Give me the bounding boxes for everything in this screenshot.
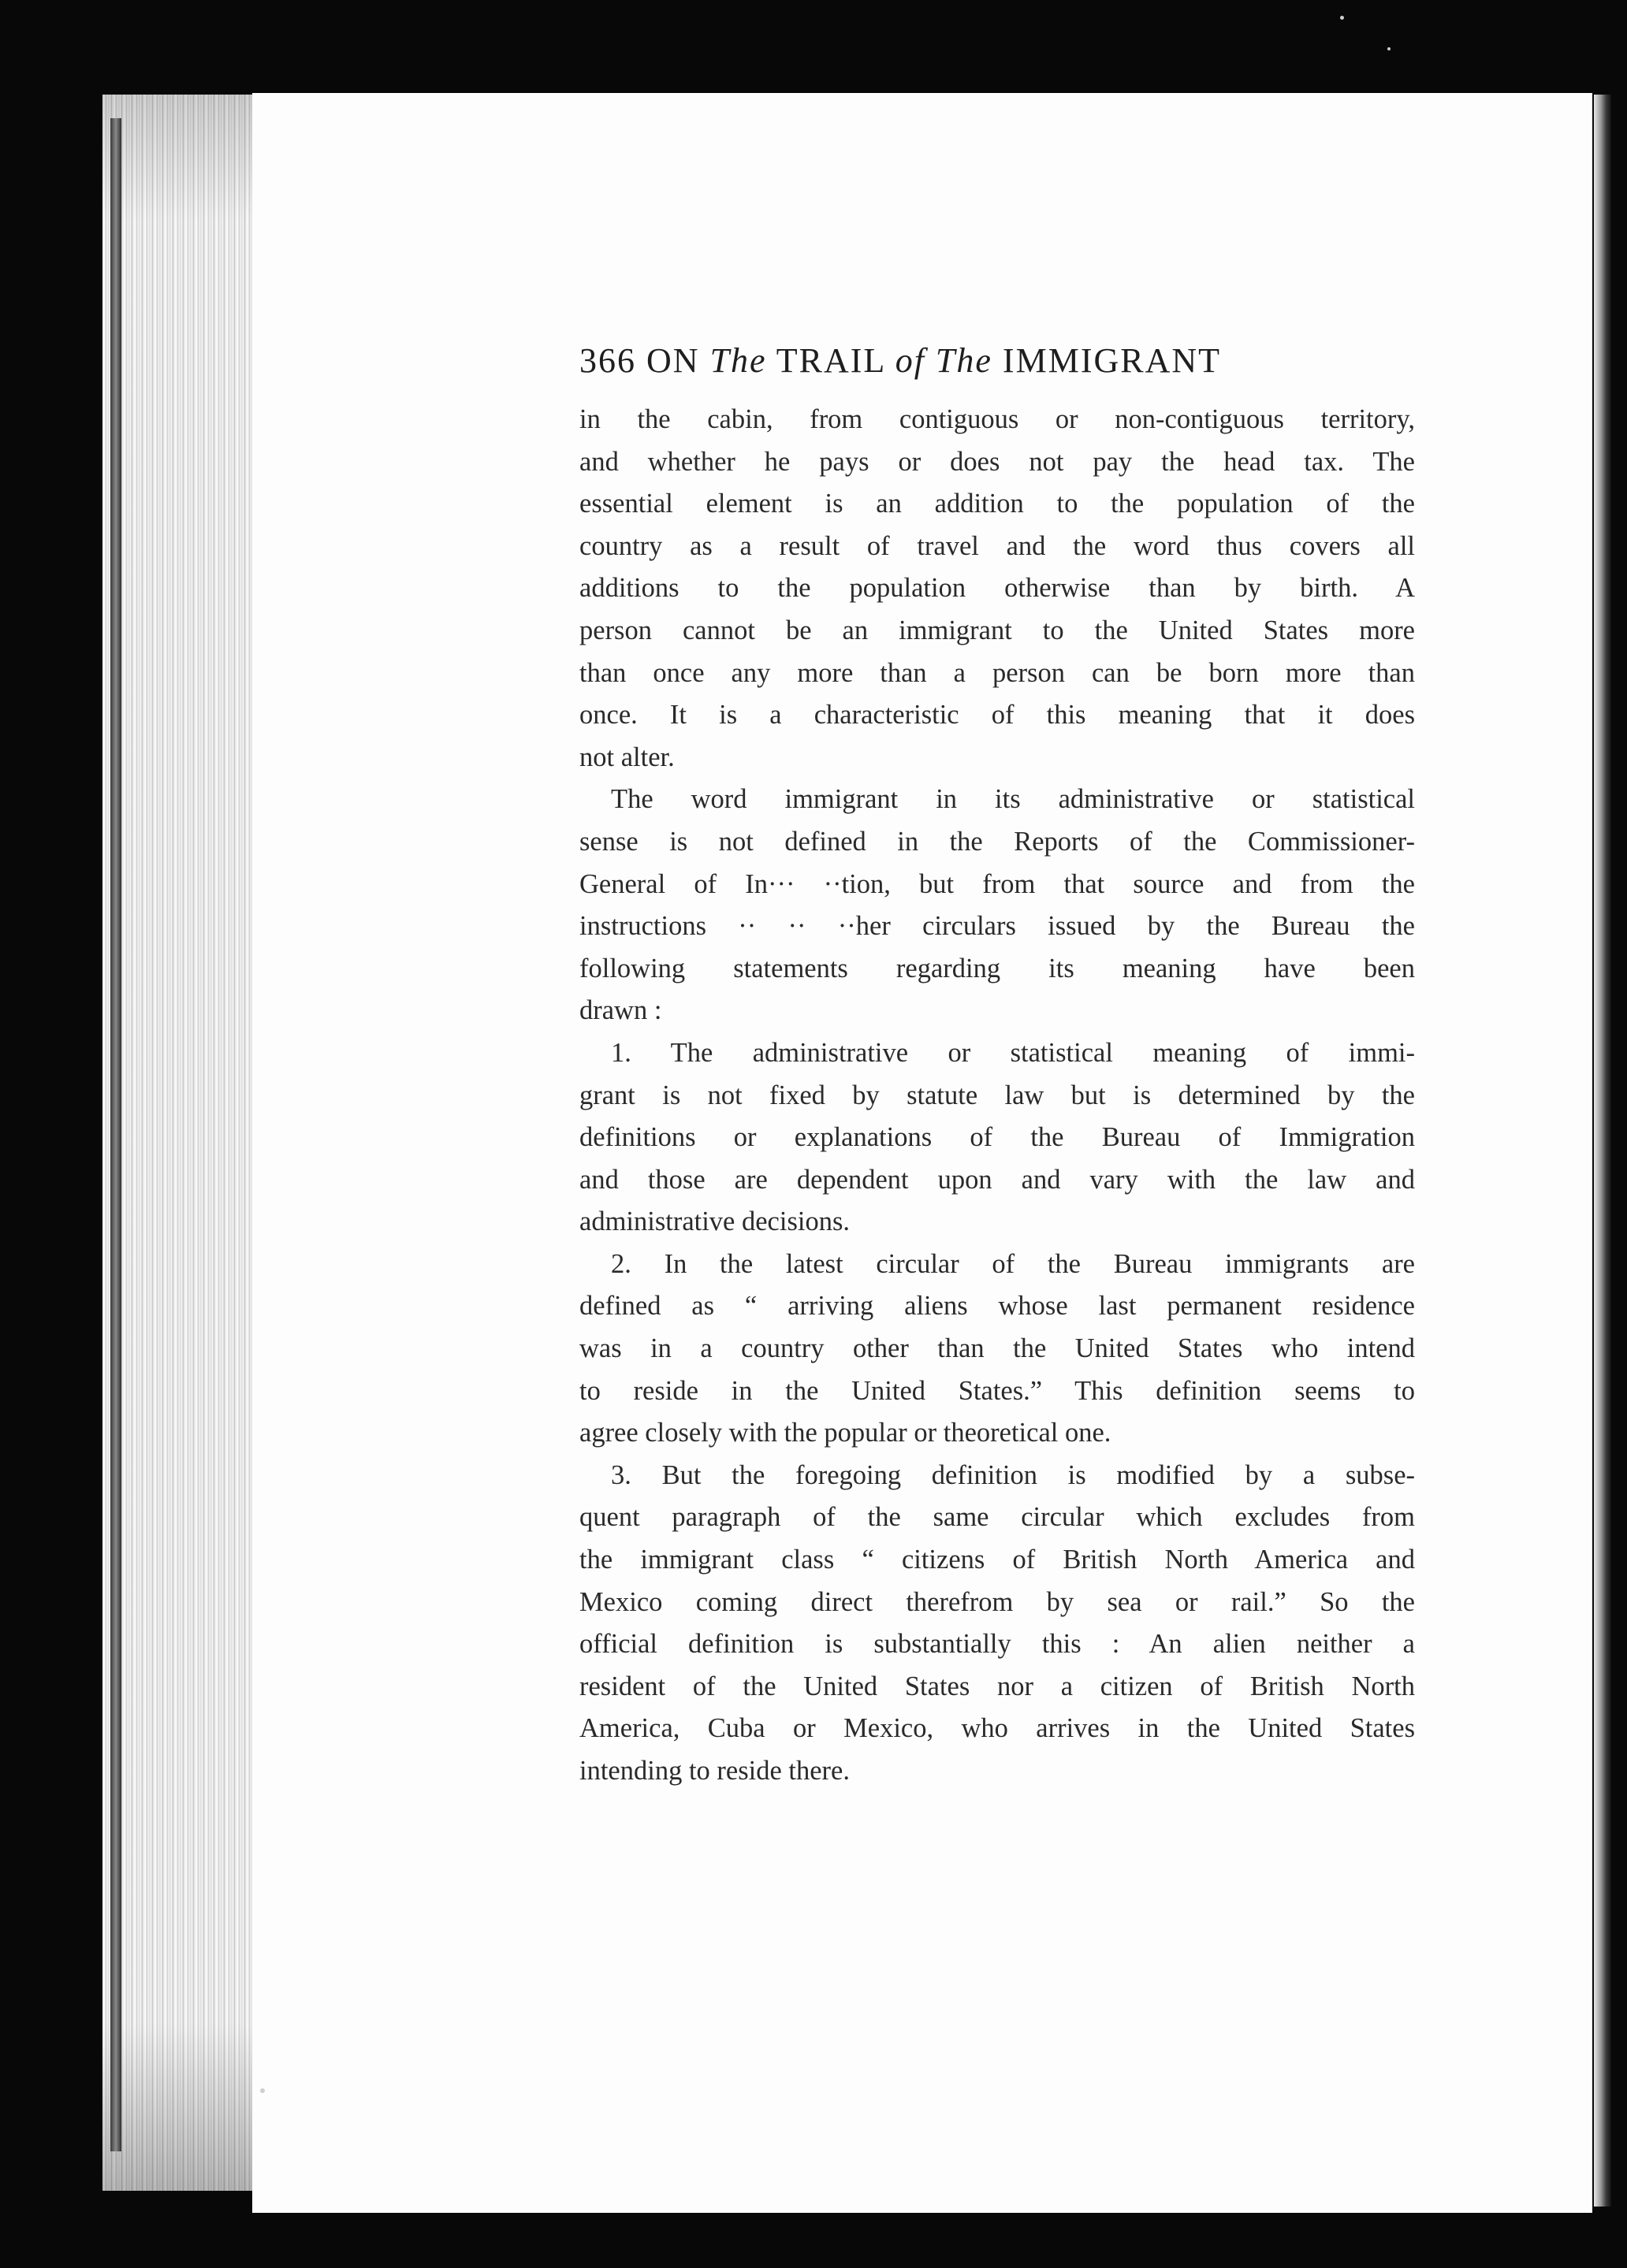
running-head xyxy=(579,339,1415,383)
book-spine-shadow xyxy=(110,118,121,2151)
book-page-edges xyxy=(102,95,260,2191)
text-line: was in a country other than the United States who intend xyxy=(579,1333,1415,1364)
page-number: 366 xyxy=(579,341,636,380)
text-line: essential element is an addition to the population of the xyxy=(579,489,1415,519)
text-line: quent paragraph of the same circular which excludes from xyxy=(579,1502,1415,1533)
text-line: The word immigrant in its administrative or statistical xyxy=(611,784,1415,815)
text-line: and whether he pays or does not pay the head tax. The xyxy=(579,446,1415,477)
text-line: not alter. xyxy=(579,742,675,772)
page-text xyxy=(579,339,1415,1793)
text-line: administrative decisions. xyxy=(579,1207,851,1237)
text-line: intending to reside there. xyxy=(579,1756,850,1786)
text-line: once. It is a characteristic of this meaning that it does xyxy=(579,700,1415,731)
text-line: drawn : xyxy=(579,995,662,1026)
paragraph xyxy=(579,1455,1415,1793)
facing-page-edge xyxy=(1594,95,1611,2207)
paragraph xyxy=(579,399,1415,779)
text-line: in the cabin, from contiguous or non-contiguous territory, xyxy=(579,404,1415,434)
text-line: following statements regarding its meaning have been xyxy=(579,953,1415,983)
scan-speck xyxy=(1340,16,1344,20)
body-text xyxy=(579,399,1415,1793)
text-line: Mexico coming direct therefrom by sea or rail.” So the xyxy=(579,1586,1415,1617)
running-head-immigrant: IMMIGRANT xyxy=(1002,341,1222,380)
text-line: instructions ·· ·· ··her circulars issued by the Bureau the xyxy=(579,911,1415,942)
text-line: agree closely with the popular or theoretical one. xyxy=(579,1418,1111,1448)
text-line: 3. But the foregoing definition is modified by a subse- xyxy=(611,1459,1415,1490)
running-head-the-2: The xyxy=(935,341,992,380)
running-head-the: The xyxy=(709,341,767,380)
paragraph xyxy=(579,1244,1415,1455)
text-line: definitions or explanations of the Bureau of Immigration xyxy=(579,1122,1415,1153)
running-head-of: of xyxy=(895,341,925,380)
text-line: America, Cuba or Mexico, who arrives in the United States xyxy=(579,1713,1415,1744)
scan-speck xyxy=(1387,47,1391,50)
paragraph xyxy=(579,779,1415,1032)
text-line: resident of the United States nor a citizen of British North xyxy=(579,1671,1415,1701)
paragraph xyxy=(579,1032,1415,1244)
text-line: additions to the population otherwise than by birth. A xyxy=(579,573,1415,604)
text-line: 2. In the latest circular of the Bureau immigrants are xyxy=(611,1248,1415,1279)
text-line: General of In··· ··tion, but from that source and from the xyxy=(579,868,1415,899)
text-line: country as a result of travel and the word thus covers all xyxy=(579,530,1415,561)
text-line: sense is not defined in the Reports of the Commissioner- xyxy=(579,826,1415,857)
text-line: person cannot be an immigrant to the United States more xyxy=(579,615,1415,645)
text-line: 1. The administrative or statistical meaning of immi- xyxy=(611,1037,1415,1068)
text-line: than once any more than a person can be born more than xyxy=(579,657,1415,688)
text-line: defined as “ arriving aliens whose last permanent residence xyxy=(579,1291,1415,1322)
text-line: and those are dependent upon and vary with the law and xyxy=(579,1164,1415,1195)
text-line: to reside in the United States.” This definition seems to xyxy=(579,1375,1415,1406)
running-head-trail: TRAIL xyxy=(776,341,885,380)
scan-speck xyxy=(260,2088,265,2093)
text-line: official definition is substantially this : An alien neither a xyxy=(579,1629,1415,1660)
text-line: grant is not fixed by statute law but is determined by the xyxy=(579,1080,1415,1110)
running-head-on: ON xyxy=(646,341,700,380)
text-line: the immigrant class “ citizens of British North America and xyxy=(579,1545,1415,1575)
